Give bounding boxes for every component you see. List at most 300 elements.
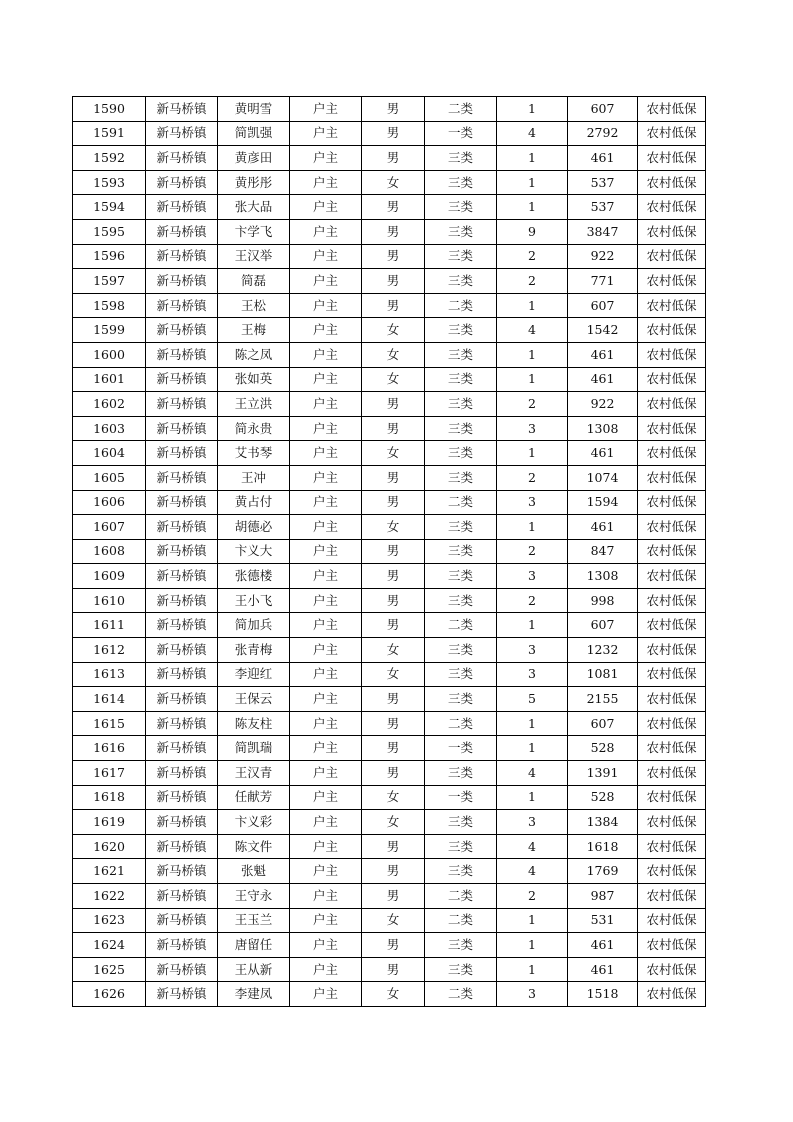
town-cell: 新马桥镇 [146,244,218,269]
table-row [73,662,706,687]
gender-cell: 男 [362,933,425,958]
name-cell: 黄明雪 [218,97,290,122]
household-size-cell: 4 [497,121,568,146]
serial-no-cell: 1623 [73,908,146,933]
category-cell: 二类 [425,293,497,318]
name-cell: 简凯强 [218,121,290,146]
amount-cell: 461 [568,342,638,367]
town-cell: 新马桥镇 [146,785,218,810]
serial-no-cell: 1608 [73,539,146,564]
town-cell: 新马桥镇 [146,441,218,466]
gender-cell: 男 [362,736,425,761]
household-size-cell: 1 [497,908,568,933]
table-row [73,269,706,294]
relation-cell: 户主 [290,269,362,294]
category-cell: 三类 [425,342,497,367]
gender-cell: 男 [362,121,425,146]
relation-cell: 户主 [290,810,362,835]
table-row [73,318,706,343]
amount-cell: 1594 [568,490,638,515]
gender-cell: 男 [362,834,425,859]
serial-no-cell: 1618 [73,785,146,810]
aid-type-cell: 农村低保 [638,785,706,810]
relation-cell: 户主 [290,908,362,933]
relief-roster-table [72,96,706,1007]
table-row [73,736,706,761]
category-cell: 三类 [425,933,497,958]
table-row [73,170,706,195]
table-row [73,564,706,589]
category-cell: 三类 [425,638,497,663]
household-size-cell: 1 [497,146,568,171]
household-size-cell: 4 [497,859,568,884]
table-row [73,367,706,392]
serial-no-cell: 1616 [73,736,146,761]
name-cell: 张魁 [218,859,290,884]
serial-no-cell: 1622 [73,884,146,909]
household-size-cell: 3 [497,490,568,515]
aid-type-cell: 农村低保 [638,957,706,982]
amount-cell: 3847 [568,219,638,244]
amount-cell: 998 [568,588,638,613]
relation-cell: 户主 [290,219,362,244]
table-row [73,490,706,515]
town-cell: 新马桥镇 [146,342,218,367]
aid-type-cell: 农村低保 [638,318,706,343]
category-cell: 三类 [425,564,497,589]
name-cell: 卞学飞 [218,219,290,244]
serial-no-cell: 1607 [73,515,146,540]
table-row [73,539,706,564]
gender-cell: 男 [362,392,425,417]
serial-no-cell: 1625 [73,957,146,982]
household-size-cell: 4 [497,834,568,859]
table-row [73,515,706,540]
category-cell: 三类 [425,687,497,712]
table-row [73,884,706,909]
amount-cell: 461 [568,146,638,171]
amount-cell: 607 [568,97,638,122]
town-cell: 新马桥镇 [146,170,218,195]
amount-cell: 2155 [568,687,638,712]
town-cell: 新马桥镇 [146,588,218,613]
serial-no-cell: 1601 [73,367,146,392]
amount-cell: 1769 [568,859,638,884]
town-cell: 新马桥镇 [146,564,218,589]
aid-type-cell: 农村低保 [638,195,706,220]
relation-cell: 户主 [290,293,362,318]
household-size-cell: 5 [497,687,568,712]
gender-cell: 男 [362,761,425,786]
table-row [73,465,706,490]
amount-cell: 771 [568,269,638,294]
town-cell: 新马桥镇 [146,219,218,244]
relation-cell: 户主 [290,736,362,761]
aid-type-cell: 农村低保 [638,687,706,712]
aid-type-cell: 农村低保 [638,908,706,933]
name-cell: 黄彦田 [218,146,290,171]
name-cell: 王玉兰 [218,908,290,933]
category-cell: 二类 [425,613,497,638]
relation-cell: 户主 [290,515,362,540]
relation-cell: 户主 [290,859,362,884]
amount-cell: 922 [568,392,638,417]
gender-cell: 男 [362,588,425,613]
amount-cell: 531 [568,908,638,933]
name-cell: 张如英 [218,367,290,392]
table-row [73,957,706,982]
amount-cell: 1074 [568,465,638,490]
name-cell: 张大品 [218,195,290,220]
town-cell: 新马桥镇 [146,465,218,490]
gender-cell: 男 [362,244,425,269]
relation-cell: 户主 [290,687,362,712]
table-row [73,613,706,638]
table-row [73,392,706,417]
name-cell: 王冲 [218,465,290,490]
household-size-cell: 3 [497,638,568,663]
gender-cell: 女 [362,908,425,933]
table-row [73,711,706,736]
household-size-cell: 1 [497,170,568,195]
gender-cell: 男 [362,465,425,490]
gender-cell: 男 [362,957,425,982]
category-cell: 三类 [425,465,497,490]
gender-cell: 女 [362,638,425,663]
table-row [73,982,706,1007]
aid-type-cell: 农村低保 [638,736,706,761]
name-cell: 王汉举 [218,244,290,269]
amount-cell: 537 [568,195,638,220]
relation-cell: 户主 [290,588,362,613]
aid-type-cell: 农村低保 [638,515,706,540]
gender-cell: 男 [362,539,425,564]
aid-type-cell: 农村低保 [638,564,706,589]
town-cell: 新马桥镇 [146,293,218,318]
category-cell: 二类 [425,982,497,1007]
aid-type-cell: 农村低保 [638,761,706,786]
aid-type-cell: 农村低保 [638,416,706,441]
serial-no-cell: 1619 [73,810,146,835]
serial-no-cell: 1603 [73,416,146,441]
name-cell: 简加兵 [218,613,290,638]
serial-no-cell: 1590 [73,97,146,122]
aid-type-cell: 农村低保 [638,982,706,1007]
category-cell: 三类 [425,834,497,859]
gender-cell: 女 [362,367,425,392]
relation-cell: 户主 [290,539,362,564]
serial-no-cell: 1613 [73,662,146,687]
amount-cell: 847 [568,539,638,564]
household-size-cell: 2 [497,269,568,294]
town-cell: 新马桥镇 [146,490,218,515]
aid-type-cell: 农村低保 [638,613,706,638]
relation-cell: 户主 [290,785,362,810]
name-cell: 陈文件 [218,834,290,859]
category-cell: 二类 [425,884,497,909]
town-cell: 新马桥镇 [146,121,218,146]
name-cell: 李迎红 [218,662,290,687]
table-row [73,195,706,220]
category-cell: 一类 [425,121,497,146]
amount-cell: 528 [568,736,638,761]
gender-cell: 男 [362,564,425,589]
name-cell: 王梅 [218,318,290,343]
relation-cell: 户主 [290,884,362,909]
serial-no-cell: 1605 [73,465,146,490]
name-cell: 黄彤彤 [218,170,290,195]
serial-no-cell: 1621 [73,859,146,884]
amount-cell: 1542 [568,318,638,343]
town-cell: 新马桥镇 [146,392,218,417]
serial-no-cell: 1604 [73,441,146,466]
relation-cell: 户主 [290,711,362,736]
name-cell: 简磊 [218,269,290,294]
category-cell: 三类 [425,318,497,343]
name-cell: 艾书琴 [218,441,290,466]
relation-cell: 户主 [290,170,362,195]
serial-no-cell: 1596 [73,244,146,269]
table-row [73,416,706,441]
table-row [73,121,706,146]
aid-type-cell: 农村低保 [638,638,706,663]
table-row [73,293,706,318]
relation-cell: 户主 [290,957,362,982]
amount-cell: 537 [568,170,638,195]
serial-no-cell: 1617 [73,761,146,786]
household-size-cell: 3 [497,982,568,1007]
gender-cell: 男 [362,687,425,712]
household-size-cell: 3 [497,662,568,687]
name-cell: 王守永 [218,884,290,909]
amount-cell: 2792 [568,121,638,146]
category-cell: 二类 [425,908,497,933]
table-row [73,933,706,958]
name-cell: 任献芳 [218,785,290,810]
amount-cell: 607 [568,293,638,318]
town-cell: 新马桥镇 [146,613,218,638]
aid-type-cell: 农村低保 [638,834,706,859]
serial-no-cell: 1614 [73,687,146,712]
serial-no-cell: 1600 [73,342,146,367]
amount-cell: 922 [568,244,638,269]
aid-type-cell: 农村低保 [638,711,706,736]
household-size-cell: 1 [497,957,568,982]
town-cell: 新马桥镇 [146,736,218,761]
household-size-cell: 1 [497,785,568,810]
relation-cell: 户主 [290,121,362,146]
name-cell: 王松 [218,293,290,318]
table-row [73,244,706,269]
town-cell: 新马桥镇 [146,957,218,982]
town-cell: 新马桥镇 [146,884,218,909]
table-row [73,859,706,884]
amount-cell: 528 [568,785,638,810]
gender-cell: 男 [362,884,425,909]
gender-cell: 男 [362,613,425,638]
name-cell: 王立洪 [218,392,290,417]
serial-no-cell: 1615 [73,711,146,736]
household-size-cell: 2 [497,884,568,909]
gender-cell: 女 [362,982,425,1007]
aid-type-cell: 农村低保 [638,859,706,884]
aid-type-cell: 农村低保 [638,539,706,564]
category-cell: 三类 [425,416,497,441]
town-cell: 新马桥镇 [146,269,218,294]
town-cell: 新马桥镇 [146,982,218,1007]
relation-cell: 户主 [290,662,362,687]
town-cell: 新马桥镇 [146,97,218,122]
category-cell: 三类 [425,515,497,540]
relation-cell: 户主 [290,244,362,269]
town-cell: 新马桥镇 [146,761,218,786]
category-cell: 三类 [425,146,497,171]
name-cell: 黄占付 [218,490,290,515]
gender-cell: 女 [362,342,425,367]
household-size-cell: 2 [497,465,568,490]
serial-no-cell: 1611 [73,613,146,638]
name-cell: 王保云 [218,687,290,712]
amount-cell: 987 [568,884,638,909]
serial-no-cell: 1598 [73,293,146,318]
serial-no-cell: 1624 [73,933,146,958]
amount-cell: 1308 [568,564,638,589]
aid-type-cell: 农村低保 [638,588,706,613]
name-cell: 张德楼 [218,564,290,589]
aid-type-cell: 农村低保 [638,293,706,318]
table-row [73,588,706,613]
amount-cell: 607 [568,613,638,638]
aid-type-cell: 农村低保 [638,490,706,515]
category-cell: 三类 [425,539,497,564]
gender-cell: 男 [362,195,425,220]
serial-no-cell: 1602 [73,392,146,417]
aid-type-cell: 农村低保 [638,933,706,958]
amount-cell: 607 [568,711,638,736]
table-row [73,834,706,859]
category-cell: 三类 [425,269,497,294]
amount-cell: 1518 [568,982,638,1007]
gender-cell: 男 [362,416,425,441]
gender-cell: 男 [362,146,425,171]
table-row [73,687,706,712]
name-cell: 唐留任 [218,933,290,958]
household-size-cell: 3 [497,810,568,835]
serial-no-cell: 1597 [73,269,146,294]
category-cell: 三类 [425,441,497,466]
table-row [73,146,706,171]
name-cell: 王从新 [218,957,290,982]
gender-cell: 女 [362,662,425,687]
table-row [73,97,706,122]
amount-cell: 461 [568,367,638,392]
aid-type-cell: 农村低保 [638,884,706,909]
relation-cell: 户主 [290,195,362,220]
name-cell: 王小飞 [218,588,290,613]
household-size-cell: 1 [497,933,568,958]
aid-type-cell: 农村低保 [638,121,706,146]
category-cell: 二类 [425,97,497,122]
household-size-cell: 2 [497,588,568,613]
serial-no-cell: 1592 [73,146,146,171]
gender-cell: 男 [362,490,425,515]
name-cell: 简永贵 [218,416,290,441]
name-cell: 卞义彩 [218,810,290,835]
household-size-cell: 1 [497,342,568,367]
amount-cell: 1618 [568,834,638,859]
household-size-cell: 1 [497,441,568,466]
name-cell: 张青梅 [218,638,290,663]
category-cell: 三类 [425,957,497,982]
aid-type-cell: 农村低保 [638,441,706,466]
relation-cell: 户主 [290,367,362,392]
town-cell: 新马桥镇 [146,195,218,220]
household-size-cell: 2 [497,392,568,417]
gender-cell: 女 [362,170,425,195]
household-size-cell: 1 [497,367,568,392]
serial-no-cell: 1620 [73,834,146,859]
household-size-cell: 2 [497,539,568,564]
relation-cell: 户主 [290,761,362,786]
amount-cell: 461 [568,933,638,958]
table-row [73,638,706,663]
serial-no-cell: 1593 [73,170,146,195]
household-size-cell: 1 [497,711,568,736]
household-size-cell: 1 [497,613,568,638]
table-row [73,761,706,786]
relation-cell: 户主 [290,416,362,441]
category-cell: 三类 [425,195,497,220]
serial-no-cell: 1595 [73,219,146,244]
table-body [73,97,706,1007]
serial-no-cell: 1591 [73,121,146,146]
category-cell: 三类 [425,662,497,687]
aid-type-cell: 农村低保 [638,662,706,687]
table-row [73,785,706,810]
table-row [73,908,706,933]
category-cell: 三类 [425,859,497,884]
category-cell: 三类 [425,367,497,392]
aid-type-cell: 农村低保 [638,97,706,122]
household-size-cell: 4 [497,318,568,343]
serial-no-cell: 1609 [73,564,146,589]
serial-no-cell: 1594 [73,195,146,220]
relation-cell: 户主 [290,465,362,490]
name-cell: 陈之凤 [218,342,290,367]
town-cell: 新马桥镇 [146,416,218,441]
household-size-cell: 1 [497,515,568,540]
amount-cell: 461 [568,515,638,540]
aid-type-cell: 农村低保 [638,810,706,835]
household-size-cell: 9 [497,219,568,244]
town-cell: 新马桥镇 [146,367,218,392]
table-row [73,441,706,466]
category-cell: 一类 [425,736,497,761]
town-cell: 新马桥镇 [146,539,218,564]
town-cell: 新马桥镇 [146,662,218,687]
aid-type-cell: 农村低保 [638,269,706,294]
town-cell: 新马桥镇 [146,908,218,933]
table-row [73,342,706,367]
aid-type-cell: 农村低保 [638,465,706,490]
town-cell: 新马桥镇 [146,515,218,540]
town-cell: 新马桥镇 [146,834,218,859]
gender-cell: 女 [362,515,425,540]
category-cell: 三类 [425,392,497,417]
relation-cell: 户主 [290,146,362,171]
category-cell: 三类 [425,588,497,613]
amount-cell: 1232 [568,638,638,663]
